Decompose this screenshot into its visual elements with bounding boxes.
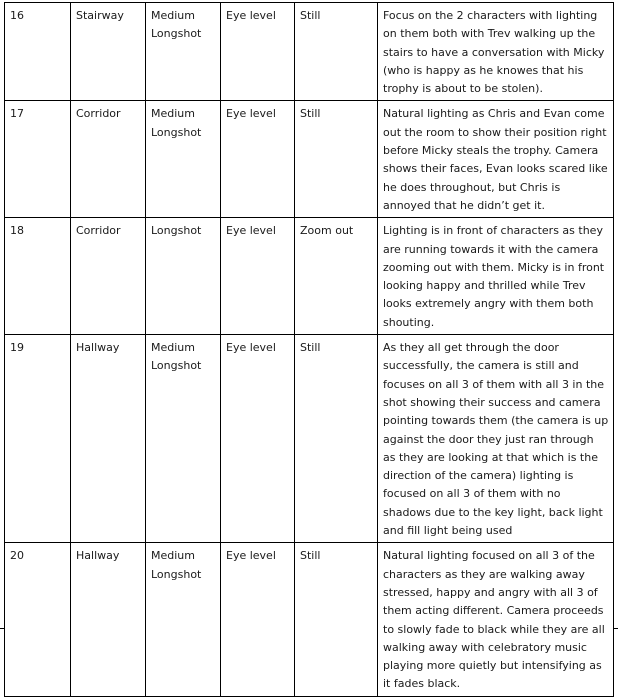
shot-number-cell: 17 [5,101,71,218]
location-cell: Stairway [71,3,146,101]
camera-movement-cell: Still [295,543,378,696]
camera-movement-cell: Still [295,101,378,218]
shot-type-cell: Medium Longshot [146,101,221,218]
shot-number-cell: 18 [5,218,71,335]
location-cell: Corridor [71,218,146,335]
table-row [5,335,614,543]
description-cell: Lighting is in front of characters as they are running towards it with the camera zooming out with them. Micky is in front looking happy and thrilled while Trev looks extremely angry with them both shouting. [378,218,614,335]
shot-number-cell: 16 [5,3,71,101]
table-row [5,3,614,101]
description-cell: Natural lighting focused on all 3 of the characters as they are walking away stressed, happy and angry with all 3 of them acting different. Camera proceeds to slowly fade to black while they are all walking away with celebratory music playing more quietly but intensifying as it fades black. [378,543,614,696]
shot-list-table [4,2,614,697]
camera-angle-cell: Eye level [221,101,295,218]
camera-movement-cell: Zoom out [295,218,378,335]
location-cell: Hallway [71,335,146,543]
camera-movement-cell: Still [295,3,378,101]
description-cell: Natural lighting as Chris and Evan come out the room to show their position right before Micky steals the trophy. Camera shows their faces, Evan looks scared like he does throughout, but Chris is annoyed that he didn’t get it. [378,101,614,218]
shot-type-cell: Medium Longshot [146,335,221,543]
shot-number-cell: 20 [5,543,71,696]
description-cell: Focus on the 2 characters with lighting on them both with Trev walking up the stairs to have a conversation with Micky (who is happy as he knowes that his trophy is about to be stolen). [378,3,614,101]
description-cell: As they all get through the door successfully, the camera is still and focuses on all 3 of them with all 3 in the shot showing their success and camera pointing towards them (the camera is up against the door they just ran through as they are looking at that which is the direction of the camera) lighting is focused on all 3 of them with no shadows due to the key light, back light and fill light being used [378,335,614,543]
location-cell: Corridor [71,101,146,218]
location-cell: Hallway [71,543,146,696]
shot-type-cell: Medium Longshot [146,3,221,101]
camera-angle-cell: Eye level [221,218,295,335]
shot-type-cell: Medium Longshot [146,543,221,696]
table-row [5,218,614,335]
camera-angle-cell: Eye level [221,335,295,543]
table-row [5,543,614,696]
table-row [5,101,614,218]
camera-movement-cell: Still [295,335,378,543]
shot-number-cell: 19 [5,335,71,543]
camera-angle-cell: Eye level [221,3,295,101]
camera-angle-cell: Eye level [221,543,295,696]
shot-type-cell: Longshot [146,218,221,335]
